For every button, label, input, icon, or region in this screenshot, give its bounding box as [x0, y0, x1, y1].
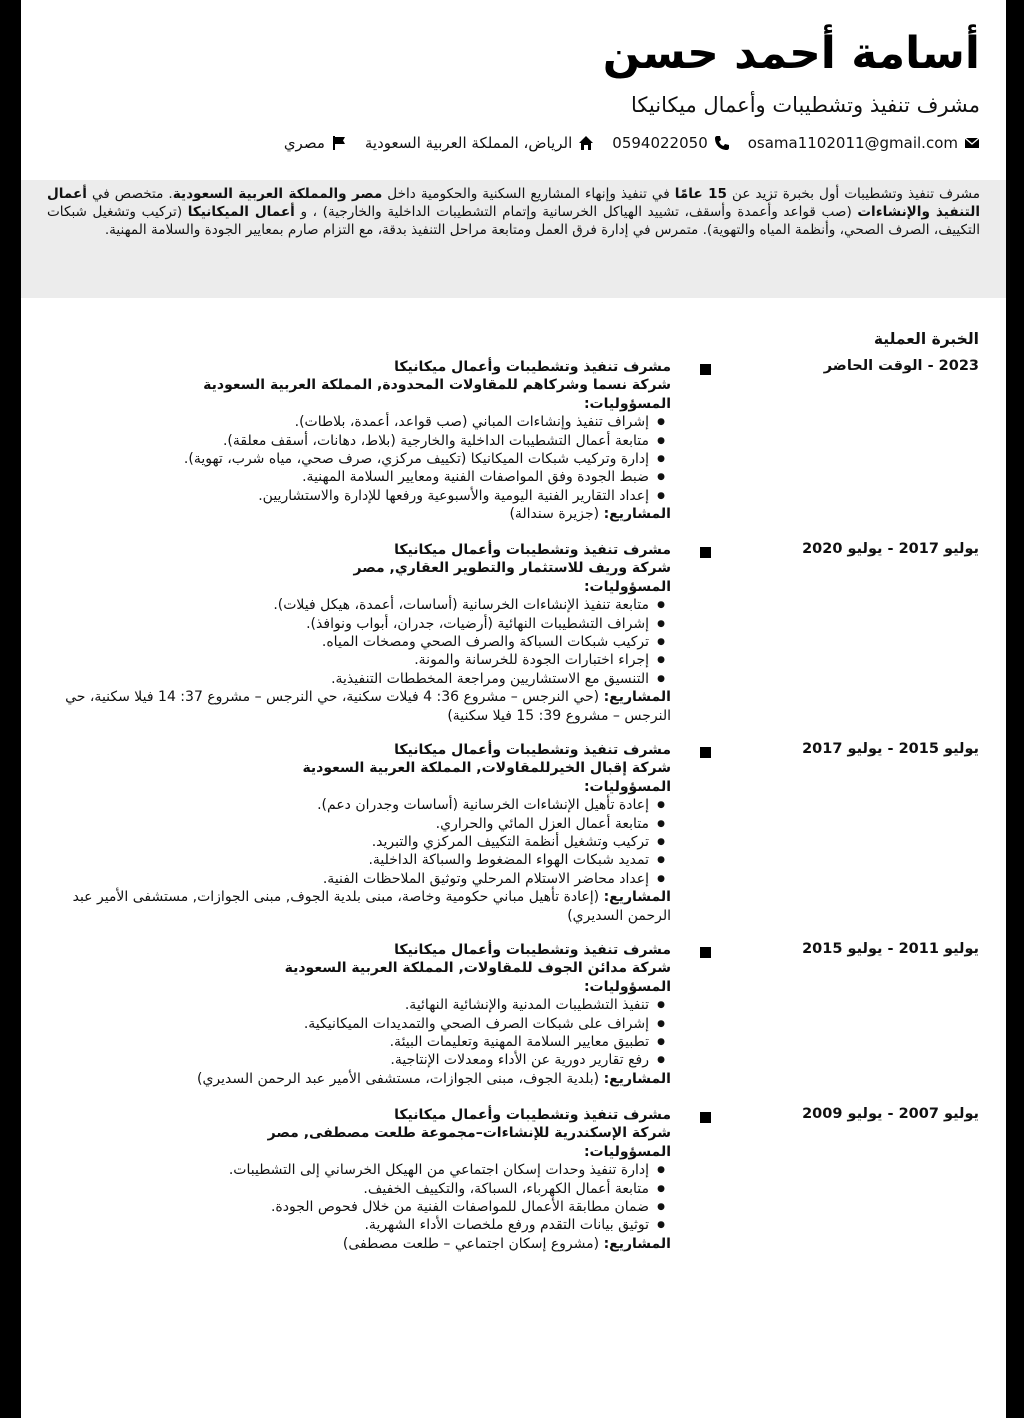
- responsibilities-list: [44, 796, 671, 888]
- job-date: يوليو 2017 - يوليو 2020: [802, 541, 979, 557]
- contact-email[interactable]: [748, 132, 980, 154]
- contact-row: [47, 132, 980, 154]
- profile-summary: [21, 180, 1006, 298]
- responsibilities-list: [44, 1161, 671, 1235]
- job-role: مشرف تنفيذ وتشطيبات وأعمال ميكانيكا: [394, 359, 671, 375]
- projects-label: المشاريع:: [603, 889, 671, 906]
- summary-text: (تركيب وتشغيل شبكات التكييف، الصرف الصحي، وأنظمة المياه والتهوية). متمرس في إدارة فرق العمل ومتابعة مراحل التنفيذ بدقة، مع التزام صارم بمعايير الجودة والسلامة المهنية.: [47, 203, 980, 238]
- summary-highlight: مصر والمملكة العربية السعودية: [172, 186, 383, 202]
- job-role: مشرف تنفيذ وتشطيبات وأعمال ميكانيكا: [394, 542, 671, 558]
- responsibility-item: ● إعادة تأهيل الإنشاءات الخرسانية (أساسات وجدران دعم).: [44, 796, 671, 814]
- summary-highlight: أعمال الميكانيكا: [187, 203, 295, 220]
- contact-address: [365, 132, 594, 154]
- responsibility-item: ● التنسيق مع الاستشاريين ومراجعة المخططات التنفيذية.: [44, 670, 671, 688]
- responsibility-item: ● إشراف التشطيبات النهائية (أرضيات، جدران، أبواب ونوافذ).: [44, 615, 671, 633]
- candidate-title: مشرف تنفيذ وتشطيبات وأعمال ميكانيكا: [630, 93, 980, 117]
- projects-label: المشاريع:: [603, 1235, 671, 1252]
- responsibility-item: ● ضبط الجودة وفق المواصفات الفنية ومعايير السلامة المهنية.: [44, 468, 671, 486]
- square-bullet-icon: [700, 947, 711, 958]
- responsibility-item: ● إعداد محاضر الاستلام المرحلي وتوثيق الملاحظات الفنية.: [44, 870, 671, 888]
- square-bullet-icon: [700, 747, 711, 758]
- responsibilities-label: المسؤوليات:: [583, 778, 671, 795]
- responsibilities-list: [44, 996, 671, 1070]
- responsibility-item: ● رفع تقارير دورية عن الأداء ومعدلات الإنتاجية.: [44, 1051, 671, 1069]
- flag-icon: [331, 135, 347, 151]
- job-company: شركة نسما وشركاهم للمقاولات المحدودة, المملكة العربية السعودية: [203, 377, 671, 394]
- email-text: osama1102011@gmail.com: [747, 134, 958, 152]
- projects-text: (جزيرة سندالة): [509, 506, 604, 523]
- resume-header: [21, 0, 1006, 154]
- responsibilities-label: المسؤوليات:: [583, 578, 671, 595]
- responsibility-item: ● إجراء اختبارات الجودة للخرسانة والمونة.: [44, 651, 671, 669]
- responsibility-item: ● متابعة تنفيذ الإنشاءات الخرسانية (أساسات، أعمدة، هيكل فيلات).: [44, 596, 671, 614]
- responsibility-item: ● تنفيذ التشطيبات المدنية والإنشائية النهائية.: [44, 996, 671, 1014]
- job-company: شركة وريف للاستثمار والتطوير العقاري, مصر: [353, 560, 671, 577]
- responsibilities-label: المسؤوليات:: [583, 978, 671, 995]
- responsibility-item: ● تمديد شبكات الهواء المضغوط والسباكة الداخلية.: [44, 851, 671, 869]
- job-details: [44, 541, 671, 725]
- responsibility-item: ● إشراف على شبكات الصرف الصحي والتمديدات الميكانيكية.: [44, 1015, 671, 1033]
- responsibility-item: ● متابعة أعمال العزل المائي والحراري.: [44, 815, 671, 833]
- job-projects: [44, 888, 671, 925]
- summary-highlight: أعمال التنفيذ والإنشاءات: [47, 186, 980, 220]
- job-company: شركة الإسكندرية للإنشاءات–مجموعة طلعت مصطفى, مصر: [267, 1125, 671, 1142]
- responsibility-item: ● متابعة أعمال الكهرباء، السباكة، والتكييف الخفيف.: [44, 1180, 671, 1198]
- summary-text: (صب قواعد وأعمدة وأسقف، تشييد الهياكل الخرسانية وإتمام التشطيبات الداخلية والخارجية) ، و: [294, 203, 858, 220]
- responsibilities-list: [44, 413, 671, 505]
- responsibility-item: ● إعداد التقارير الفنية اليومية والأسبوعية ورفعها للإدارة والاستشاريين.: [44, 487, 671, 505]
- responsibilities-list: [44, 596, 671, 688]
- phone-icon: [714, 135, 730, 151]
- experience-heading: الخبرة العملية: [873, 330, 979, 348]
- job-date: يوليو 2015 - يوليو 2017: [802, 741, 979, 757]
- job-company: شركة إقبال الخيرللمقاولات, المملكة العربية السعودية: [302, 760, 671, 777]
- responsibilities-label: المسؤوليات:: [583, 1143, 671, 1160]
- projects-label: المشاريع:: [603, 506, 671, 523]
- job-details: [44, 741, 671, 925]
- projects-text: (مشروع إسكان اجتماعي – طلعت مصطفى): [342, 1235, 604, 1252]
- projects-text: (بلدية الجوف، مبنى الجوازات، مستشفى الأمير عبد الرحمن السديري): [197, 1070, 604, 1087]
- responsibility-item: ● تركيب وتشغيل أنظمة التكييف المركزي والتبريد.: [44, 833, 671, 851]
- responsibility-item: ● تركيب شبكات السباكة والصرف الصحي ومصخات المياه.: [44, 633, 671, 651]
- responsibility-item: ● إشراف تنفيذ وإنشاءات المباني (صب قواعد، أعمدة، بلاطات).: [44, 413, 671, 431]
- job-date: 2023 - الوقت الحاضر: [823, 358, 979, 374]
- contact-nationality: [284, 132, 347, 154]
- job-details: [44, 1106, 671, 1253]
- nationality-text: مصري: [283, 134, 325, 152]
- home-icon: [578, 135, 594, 151]
- summary-text: مشرف تنفيذ وتشطيبات أول بخبرة تزيد عن: [727, 186, 980, 202]
- summary-text: . متخصص في: [86, 186, 173, 202]
- responsibility-item: ● متابعة أعمال التشطيبات الداخلية والخارجية (بلاط، دهانات، أسقف معلقة).: [44, 432, 671, 450]
- address-text: الرياض، المملكة العربية السعودية: [364, 134, 573, 152]
- projects-text: (إعادة تأهيل مباني حكومية وخاصة، مبنى بلدية الجوف, مبنى الجوازات, مستشفى الأمير عبد الرحمن السديري): [72, 889, 671, 924]
- square-bullet-icon: [700, 364, 711, 375]
- envelope-icon: [964, 135, 980, 151]
- job-projects: [44, 1235, 671, 1253]
- candidate-name: أسامة أحمد حسن: [602, 28, 980, 79]
- responsibilities-label: المسؤوليات:: [583, 395, 671, 412]
- responsibility-item: ● إدارة وتركيب شبكات الميكانيكا (تكييف مركزي، صرف صحي، مياه شرب، تهوية).: [44, 450, 671, 468]
- square-bullet-icon: [700, 1112, 711, 1123]
- job-details: [44, 941, 671, 1088]
- job-projects: [44, 505, 671, 523]
- responsibility-item: ● توثيق بيانات التقدم ورفع ملخصات الأداء الشهرية.: [44, 1216, 671, 1234]
- job-role: مشرف تنفيذ وتشطيبات وأعمال ميكانيكا: [394, 1107, 671, 1123]
- responsibility-item: ● تطبيق معايير السلامة المهنية وتعليمات البيئة.: [44, 1033, 671, 1051]
- square-bullet-icon: [700, 547, 711, 558]
- job-details: [44, 358, 671, 524]
- summary-highlight: 15 عامًا: [674, 186, 728, 202]
- job-company: شركة مدائن الجوف للمقاولات, المملكة العربية السعودية: [284, 960, 671, 977]
- summary-text: في تنفيذ وإنهاء المشاريع السكنية والحكومية داخل: [382, 186, 675, 202]
- contact-phone[interactable]: [612, 132, 729, 154]
- responsibility-item: ● إدارة تنفيذ وحدات إسكان اجتماعي من الهيكل الخرساني إلى التشطيبات.: [44, 1161, 671, 1179]
- phone-text: 0594022050: [612, 134, 708, 152]
- job-projects: [44, 688, 671, 725]
- resume-page: [21, 0, 1006, 1418]
- projects-label: المشاريع:: [603, 1070, 671, 1087]
- job-projects: [44, 1070, 671, 1088]
- job-date: يوليو 2011 - يوليو 2015: [802, 941, 979, 957]
- job-date: يوليو 2007 - يوليو 2009: [802, 1106, 979, 1122]
- projects-label: المشاريع:: [603, 689, 671, 706]
- job-role: مشرف تنفيذ وتشطيبات وأعمال ميكانيكا: [394, 942, 671, 958]
- projects-text: (حي النرجس – مشروع 36: 4 فيلات سكنية، حي النرجس – مشروع 37: 14 فيلا سكنية، حي النرجس – مشروع 39: 15 فيلا سكنية): [65, 689, 671, 724]
- job-role: مشرف تنفيذ وتشطيبات وأعمال ميكانيكا: [394, 742, 671, 758]
- responsibility-item: ● ضمان مطابقة الأعمال للمواصفات الفنية من خلال فحوص الجودة.: [44, 1198, 671, 1216]
